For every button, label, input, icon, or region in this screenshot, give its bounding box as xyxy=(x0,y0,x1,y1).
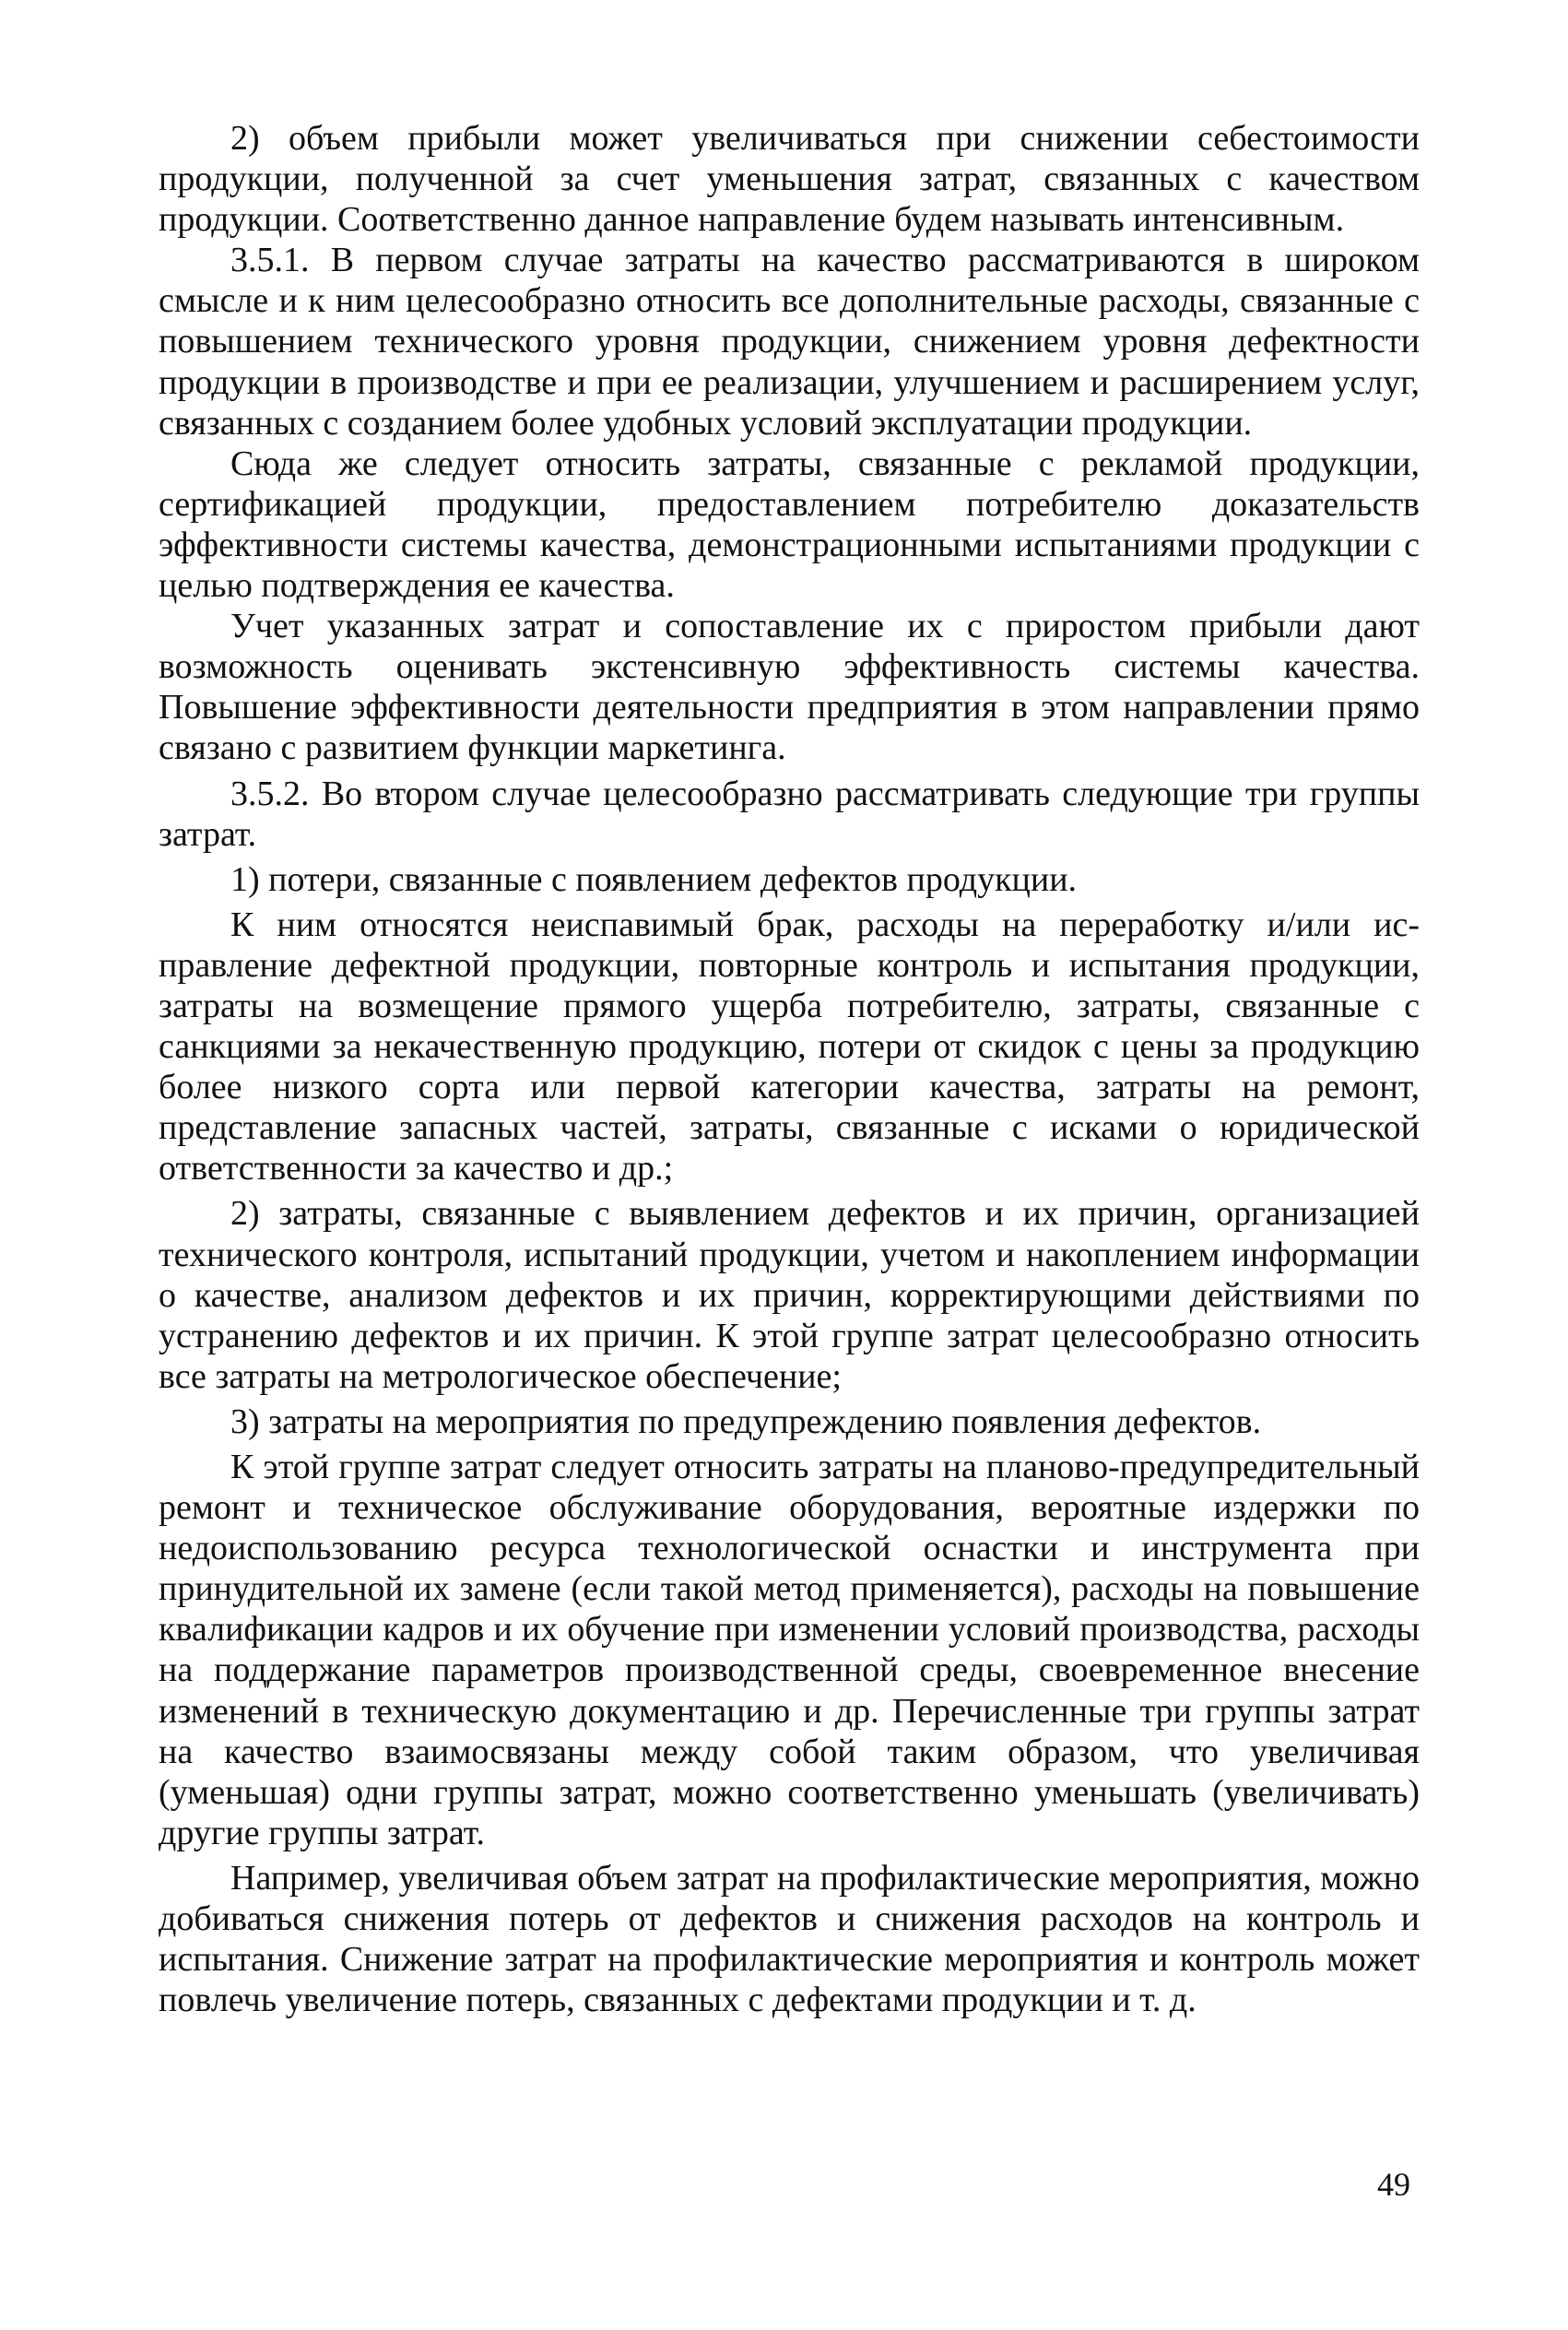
page-body xyxy=(159,118,1420,2020)
paragraph-intensive-direction: 2) объем прибыли может увеличиваться при снижении себестоимости продукции, полученной за счет уменьшения затрат, связанных с качеством продукции. Соответственно данное направление будем называть интенсивным. xyxy=(159,119,1420,240)
list-item-1-defect-losses: 1) потери, связанные с появлением дефектов продукции. xyxy=(230,859,1078,899)
paragraph-advertising-costs: Сюда же следует относить затраты, связанные с рекламой продукции, сертификацией продукции, предоставлением потребителю доказательств эффективности системы качества, демонстрационными испытаниями продукции с целью подтверждения ее качества. xyxy=(159,444,1420,606)
paragraph-extensive-efficiency: Учет указанных затрат и сопоставление их с приростом прибыли дают возможность оценивать экстенсивную эффективность системы качества. Повышение эффективности деятельности предприятия в этом направлении прямо связано с развитием функции маркетинга. xyxy=(159,607,1420,768)
list-item-2-detection-costs: 2) затраты, связанные с выявлением дефектов и их причин, организацией технического контроля, испытаний продукции, учетом и накоплением информации о качестве, анализом дефектов и их причин, корректирующими действиями по устранению дефектов и их причин. К этой группе затрат целесообразно относить все затраты на метрологическое обеспечение; xyxy=(159,1194,1420,1396)
list-item-3-prevention-costs: 3) затраты на мероприятия по предупреждению появления дефектов. xyxy=(230,1402,1262,1441)
paragraph-3-5-1: 3.5.1. В первом случае затраты на качество рассматриваются в широком смысле и к ним целесообразно относить все дополнительные расходы, связанные с повышением технического уровня продукции, снижением уровня дефектности продукции в производстве и при ее реализации, улучшением и расширением услуг, связанных с созданием более удобных условий эксплуатации продукции. xyxy=(159,241,1420,443)
page-number: 49 xyxy=(1377,2166,1410,2203)
paragraph-example: Например, увеличивая объем затрат на профилактические мероприятия, можно добиваться снижения потерь от дефектов и снижения расходов на контроль и испытания. Снижение затрат на профилактические мероприятия и контроль может повлечь увеличение потерь, связанных с дефектами продукции и т. д. xyxy=(159,1858,1420,2020)
paragraph-prevention-costs-detail: К этой группе затрат следует относить затраты на планово-предупредительный ремонт и техническое обслуживание оборудования, вероятные издержки по недоиспользованию ресурса технологической оснастки и инструмента при принудительной их замене (если такой метод применяется), расходы на повышение квалификации кадров и их обучение при изменении условий производства, расходы на поддержание параметров производственной среды, своевременное внесение изменений в техническую документацию и др. Перечисленные три группы затрат на качество взаимосвязаны между собой таким образом, что увеличивая (уменьшая) одни группы затрат, можно соответственно уменьшать (увеличивать) другие группы затрат. xyxy=(159,1448,1420,1852)
paragraph-defect-losses-detail: К ним относятся неиспавимый брак, расходы на переработку и/или исправление дефектной продукции, повторные контроль и испытания продукции, затраты на возмещение прямого ущерба потребителю, затраты, связанные с санкциями за некачественную продукцию, потери от скидок с цены за продукцию более низкого сорта или первой категории качества, затраты на ремонт, представление запасных частей, затраты, связанные с исками о юридической ответственности за качество и др.; xyxy=(159,905,1420,1189)
paragraph-3-5-2: 3.5.2. Во втором случае целесообразно рассматривать следующие три группы затрат. xyxy=(159,774,1420,854)
